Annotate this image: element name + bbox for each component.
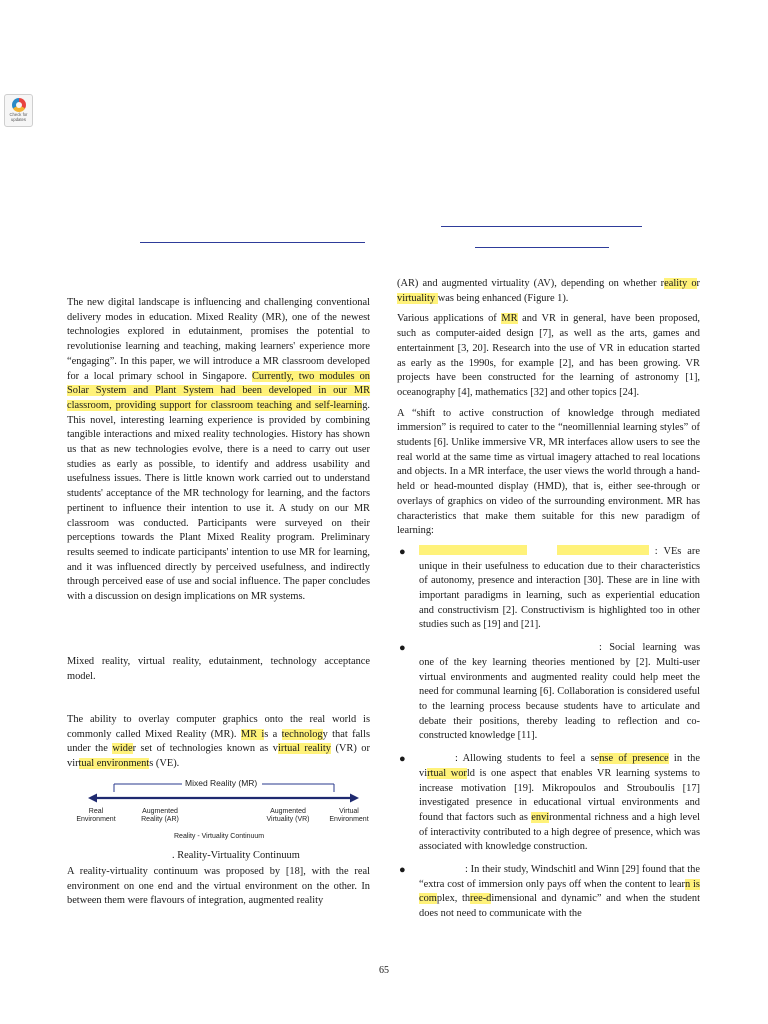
- page-number: 65: [379, 965, 389, 976]
- bullet-item: ● : Allowing students to feel a sense of presence in the virtual world is one aspect that enables VR learning systems to increase motivation [19]. Mikropoulos and Strouboulis [17] investigated presence in educational virtual environments and found that factors such as environmental richness and a high level of interactivity contributed to a high degree of presence, which was associated with knowledge construction.: [399, 753, 700, 853]
- highlight: virtuality: [397, 292, 438, 304]
- reality-virtuality-figure: [72, 778, 372, 844]
- keywords-block: [67, 655, 370, 690]
- highlight: envi: [531, 811, 550, 823]
- augmented-virtuality-label: Augmented Virtuality (VR): [266, 808, 310, 823]
- mixed-reality-label: Mixed Reality (MR): [182, 778, 260, 788]
- continuum-paragraph: A reality-virtuality continuum was proposed by [18], with the real environment on one end and the virtual environment on the other. In between them were flavours of integration, augmented reality: [67, 866, 370, 907]
- paragraph: Various applications of MR and VR in general, have been proposed, such as computer-aided design [7], as well as the arts, games and entertainment [3, 20]. Research into the use of VR in education started as early as the 1990s, for example [2], and has been growing. VR projects have been constructed for the learning of astronomy [1], oceanography [4], mathematics [32] and other topics [24].: [397, 313, 701, 398]
- author-link-underline[interactable]: [475, 247, 609, 248]
- bullet-item: ● : Social learning was one of the key learning theories mentioned by [2]. Multi-user virtual environments and augmented reality could help meet the need for communal learning [6]. Collaboration is considered useful to the learning process because students have to articulate and debate their positions, thereby leading to reflection and co-constructed knowledge [11].: [399, 642, 700, 742]
- arrow-left-icon: [88, 794, 97, 803]
- paragraph: (AR) and augmented virtuality (AV), depending on whether reality or virtuality was being enhanced (Figure 1).: [397, 278, 700, 304]
- check-for-updates-badge[interactable]: [4, 94, 33, 127]
- virtual-environment-label: Virtual Environment: [329, 808, 369, 823]
- highlight: n is com: [419, 878, 700, 905]
- introduction-block: [67, 713, 370, 778]
- abstract-paragraph: The new digital landscape is influencing and challenging conventional delivery modes in education. Mixed Reality (MR), one of the newest technologies explored in edutainment, promises the potential to revolutionise learning and teaching, making learners' experience more “engaging”. In this paper, we will introduce a MR classroom developed for a local primary school in Singapore. Currently, two modules on Solar System and Plant System had been developed in our MR classroom, providing support for classroom teaching and self-learning. This novel, interesting learning experience is provided by combining tangible interactions and mixed reality technologies. History has shown us that as new technologies evolve, there is a need to carry out user studies as early as possible, to identify and address usability and usefulness issues. There is little known work carried out to understand students' acceptance of the MR technology for learning, and the factors pertinent to influence their intention to use it. A study on our MR classroom was conducted. Participants were surveyed on their perceptions towards the Plant Mixed Reality program. Preliminary results seemed to indicate participants' intention to use MR for learning, and it was influenced directly by perceived usefulness, and indirectly through perceived ease of use and social influence. The paper concludes with a discussion on design implications on MR systems.: [67, 297, 370, 603]
- paragraph: A “shift to active construction of knowledge through mediated immersion” is required to cater to the “neomillennial learning styles” of students [6]. Unlike immersive VR, MR interfaces allow users to see the real world at the same time as virtual imagery attached to real locations and objects. In a MR interface, the user views the world through a hand-held or head-mounted display (HMD), that is, either see-through or overlays of graphics on video of the surrounding environment. MR has characteristics that make them suitable for this new paradigm of learning:: [397, 407, 700, 537]
- highlight: irtual reality: [277, 743, 331, 755]
- author-link-underline[interactable]: [140, 242, 365, 243]
- highlight: eality o: [664, 278, 697, 289]
- highlight: wide: [112, 743, 133, 755]
- bullet-icon: ●: [399, 753, 406, 766]
- augmented-reality-label: Augmented Reality (AR): [141, 808, 179, 823]
- bullet-icon: ●: [399, 545, 406, 558]
- intro-paragraph: The ability to overlay computer graphics onto the real world is commonly called Mixed Reality (MR). MR is a technology that falls under the wider set of technologies known as virtual reality (VR) or virtual environments (VE).: [67, 714, 370, 770]
- highlight: tual environment: [78, 758, 150, 770]
- highlight: MR i: [240, 728, 265, 740]
- figure-caption: . Reality-Virtuality Continuum: [172, 850, 300, 861]
- highlight: technolog: [281, 728, 323, 740]
- right-column: [397, 277, 700, 930]
- bullet-item: ● : In their study, Windschitl and Winn [29] found that the “extra cost of immersion only pays off when the content to learn is complex, three-dimensional and dynamic” and when the student does not need to communicate with the: [399, 864, 700, 920]
- abstract-block: [67, 296, 370, 611]
- arrow-right-icon: [350, 794, 359, 803]
- continuum-label: Reality - Virtuality Continuum: [174, 833, 265, 840]
- highlight: ree-d: [470, 893, 492, 905]
- crossmark-icon: [12, 98, 26, 112]
- author-link-underline[interactable]: [441, 226, 642, 227]
- continuum-paragraph-block: [67, 865, 370, 915]
- highlight: nse of presence: [599, 753, 669, 765]
- highlight: MR: [501, 313, 518, 325]
- highlight: [419, 545, 527, 555]
- highlight: rtual wor: [427, 767, 467, 779]
- real-environment-label: Real Environment: [76, 808, 116, 823]
- bullet-item: ● : VEs are unique in their usefulness to education due to their characteristics of autonomy, presence and interaction [30]. These are in line with important paradigms in learning, such as experiential education and constructivism [2]. Constructivism is highlighted too in other studies such as [19] and [21].: [399, 545, 700, 631]
- highlight: Currently, two modules on Solar System and Plant System had been developed in our MR classroom, providing support for classroom teaching and self-learnin: [67, 370, 370, 411]
- bullet-icon: ●: [399, 864, 406, 877]
- badge-caption: Check for updates: [9, 112, 28, 122]
- keywords-text: Mixed reality, virtual reality, edutainment, technology acceptance model.: [67, 656, 370, 682]
- bullet-icon: ●: [399, 642, 406, 655]
- highlight: [557, 545, 649, 555]
